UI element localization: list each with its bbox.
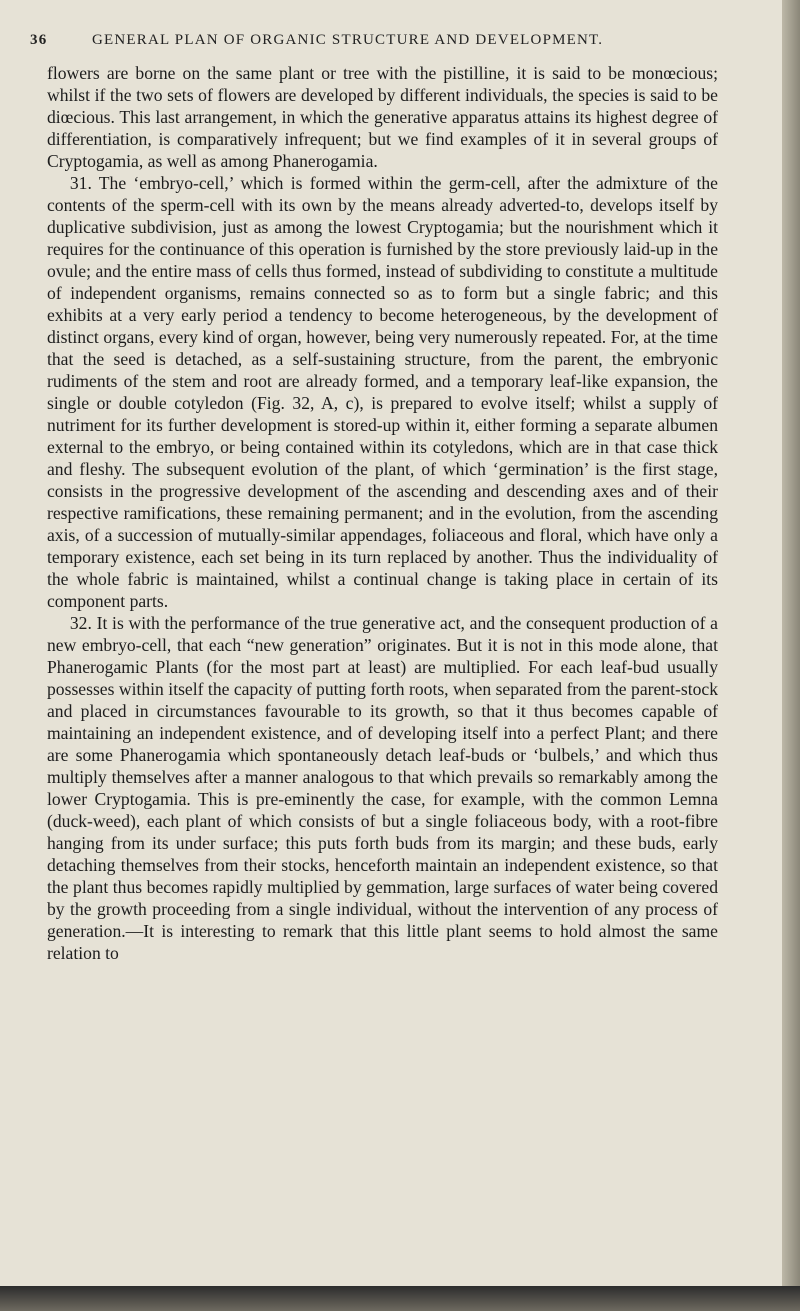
paragraph-continuation: flowers are borne on the same plant or tree with the pistilline, it is said to be monœcious; whilst if the two sets of flowers are developed by different individuals, the species is said to be diœcious. This last arrangement, in which the generative apparatus attains its highest degree of differentiation, is comparatively infrequent; but we find examples of it in several groups of Cryptogamia, as well as among Phanerogamia. <box>47 63 718 171</box>
page-number: 36 <box>30 32 48 48</box>
paragraph-32: 32. It is with the performance of the true generative act, and the consequent production of a new embryo-cell, that each “new generation” originates. But it is not in this mode alone, that Phanerogamic Plants (for the most part at least) are multiplied. For each leaf-bud usually possesses within itself the capacity of putting forth roots, when separated from the parent-stock and placed in circumstances favourable to its growth, so that it thus becomes capable of maintaining an independent existence, and of developing itself into a perfect Plant; and there are some Phanerogamia which spontaneously detach leaf-buds or ‘bulbels,’ and which thus multiply themselves after a manner analogous to that which prevails so remarkably among the lower Cryptogamia. This is pre-eminently the case, for example, with the common Lemna (duck-weed), each plant of which consists of but a single foliaceous body, with a root-fibre hanging from its under surface; this puts forth buds from its margin; and these buds, early detaching themselves from their stocks, henceforth maintain an independent existence, so that the plant thus becomes rapidly multiplied by gemmation, large surfaces of water being covered by the growth proceeding from a single individual, without the intervention of any process of generation.—It is interesting to remark that this little plant seems to hold almost the same relation to <box>47 613 718 963</box>
running-title: GENERAL PLAN OF ORGANIC STRUCTURE AND DEVELOPMENT. <box>92 32 604 48</box>
body-text <box>47 62 718 964</box>
page-edge-shadow <box>782 0 800 1311</box>
scan-bottom-edge <box>0 1286 800 1311</box>
paragraph-31: 31. The ‘embryo-cell,’ which is formed within the germ-cell, after the admixture of the contents of the sperm-cell with its own by the means already adverted-to, develops itself by duplicative subdivision, just as among the lowest Cryptogamia; but the nourishment which it requires for the continuance of this operation is furnished by the store previously laid-up in the ovule; and the entire mass of cells thus formed, instead of subdividing to constitute a multitude of independent organisms, remains connected so as to form but a single fabric; and this exhibits at a very early period a tendency to become heterogeneous, by the development of distinct organs, every kind of organ, however, being very numerously repeated. For, at the time that the seed is detached, as a self-sustaining structure, from the parent, the embryonic rudiments of the stem and root are already formed, and a temporary leaf-like expansion, the single or double cotyledon (Fig. 32, A, c), is prepared to evolve itself; whilst a supply of nutriment for its further development is stored-up within it, either forming a separate albumen external to the embryo, or being contained within its cotyledons, which are in that case thick and fleshy. The subsequent evolution of the plant, of which ‘germination’ is the first stage, consists in the progressive development of the ascending and descending axes and of their respective ramifications, these remaining permanent; and in the evolution, from the ascending axis, of a succession of mutually-similar appendages, foliaceous and floral, which have only a temporary existence, each set being in its turn replaced by another. Thus the individuality of the whole fabric is maintained, whilst a continual change is taking place in certain of its component parts. <box>47 173 718 611</box>
running-header <box>30 32 720 56</box>
